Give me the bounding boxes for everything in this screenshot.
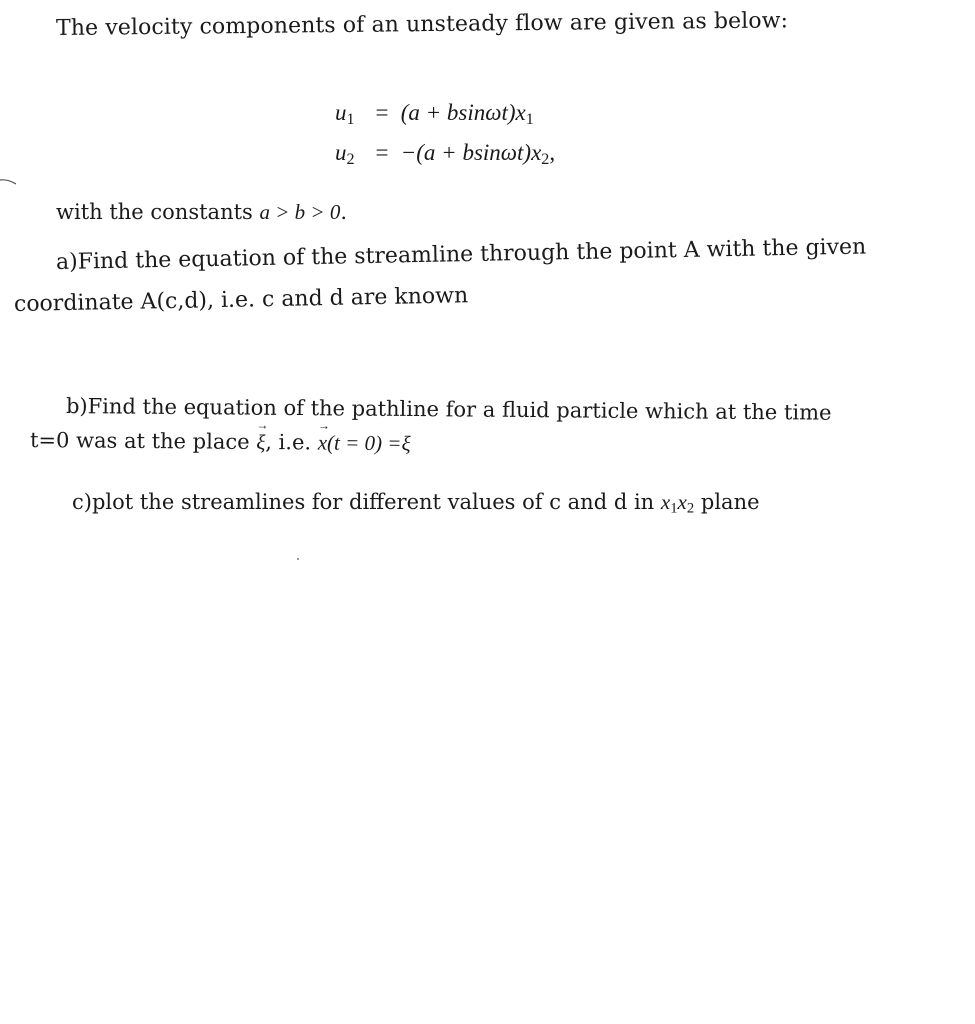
part-a-line-2: coordinate A(c,d), i.e. c and d are known <box>13 283 469 317</box>
part-b-mid: , i.e. <box>265 430 318 455</box>
equation-u2 <box>335 140 555 169</box>
constants-end: . <box>340 200 348 224</box>
equation-u2-lhs: $u_2$ <box>335 140 355 169</box>
equation-u1-rhs: $(a + bsin\omega t)x_1$ <box>400 100 534 129</box>
equation-u2-equals: = <box>375 140 389 165</box>
equation-u1 <box>335 100 534 129</box>
margin-mark <box>0 178 16 186</box>
part-c-line <box>72 490 760 518</box>
part-c-plane-math: $x_1x_2$ <box>660 490 695 517</box>
part-c-end: plane <box>694 490 760 514</box>
part-a-line-1: a)Find the equation of the streamline through the point A with the given <box>55 234 867 275</box>
part-b-math: (t = 0) = <box>327 430 402 456</box>
part-b-prefix: t=0 was at the place <box>29 428 257 454</box>
equation-u1-lhs: $u_1$ <box>335 100 355 129</box>
intro-text: The velocity components of an unsteady flow are given as below: <box>55 8 789 41</box>
constants-text: with the constants <box>56 200 260 224</box>
x-vector-symbol: → x <box>318 431 328 456</box>
equation-u2-rhs: $-(a + bsin\omega t)x_2$, <box>400 140 556 169</box>
part-b-line-2 <box>30 428 411 456</box>
scan-speck <box>297 558 299 560</box>
xi-vector-symbol: → ξ <box>256 430 265 455</box>
constants-line <box>56 200 347 225</box>
xi-symbol: ξ <box>401 431 411 456</box>
equation-u1-equals: = <box>375 100 389 125</box>
constants-math: a > b > 0 <box>259 200 341 224</box>
part-b-line-1: b)Find the equation of the pathline for a fluid particle which at the time <box>65 394 832 425</box>
part-c-text: c)plot the streamlines for different values of c and d in <box>72 490 661 514</box>
